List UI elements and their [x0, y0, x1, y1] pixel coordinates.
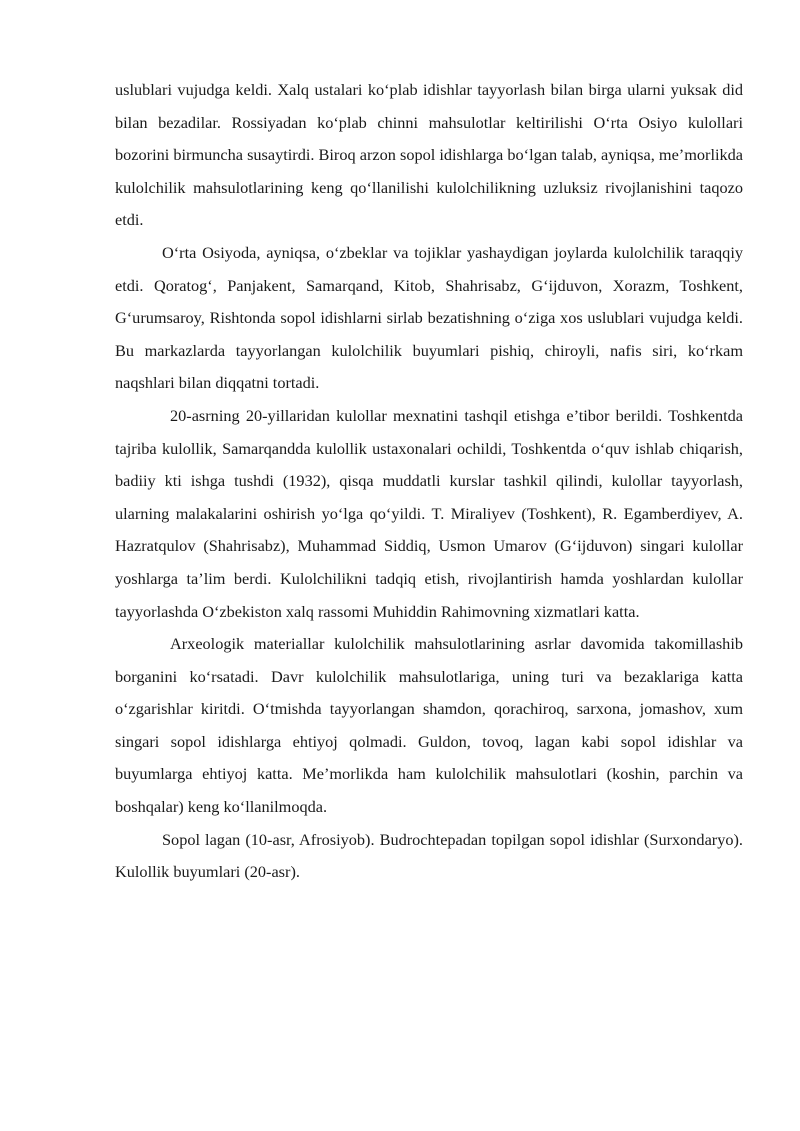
paragraph-image-captions: Sopol lagan (10-asr, Afrosiyob). Budrochtepadan topilgan sopol idishlar (Surxondaryo). Kulollik buyumlari (20-asr).: [115, 829, 743, 882]
paragraph-central-asia-centers: O‘rta Osiyoda, ayniqsa, o‘zbeklar va tojiklar yashaydigan joylarda kulolchilik taraqqiy etdi. Qoratog‘, Panjakent, Samarqand, Kitob, Shahrisabz, G‘ijduvon, Xorazm, Toshkent, G‘urumsaroy, Rishtonda sopol idishlarni sirlab bezatishning o‘ziga xos uslublari vujudga keldi. Bu markazlarda tayyorlangan kulolchilik buyumlari pishiq, chiroyli, nafis siri, ko‘rkam naqshlari bilan diqqatni tortadi.: [115, 242, 743, 393]
paragraph-archaeology: Arxeologik materiallar kulolchilik mahsulotlarining asrlar davomida takomillashib borganini ko‘rsatadi. Davr kulolchilik mahsulotlariga, uning turi va bezaklariga katta o‘zgarishlar kiritdi. O‘tmishda tayyorlangan shamdon, qorachiroq, sarxona, jomashov, xum singari sopol idishlarga ehtiyoj qolmadi. Guldon, tovoq, lagan kabi sopol idishlar va buyumlarga ehtiyoj katta. Me’morlikda ham kulolchilik mahsulotlari (koshin, parchin va boshqalar) keng ko‘llanilmoqda.: [115, 634, 743, 817]
paragraph-continuation: uslublari vujudga keldi. Xalq ustalari ko‘plab idishlar tayyorlash bilan birga ularni yuksak did bilan bezadilar. Rossiyadan ko‘plab chinni mahsulotlar keltirilishi O‘rta Osiyo kulollari bozorini birmuncha susaytirdi. Biroq arzon sopol idishlarga bo‘lgan talab, ayniqsa, me’morlikda kulolchilik mahsulotlarining keng qo‘llanilishi kulolchilikning uzluksiz rivojlanishini taqozo etdi.: [115, 80, 743, 230]
paragraph-20th-century: 20-asrning 20-yillaridan kulollar mexnatini tashqil etishga e’tibor berildi. Toshkentda tajriba kulollik, Samarqandda kulollik ustaxonalari ochildi, Toshkentda o‘quv ishlab chiqarish, badiiy kti ishga tushdi (1932), qisqa muddatli kurslar tashkil qilindi, kulollar tayyorlash, ularning malakalarini oshirish yo‘lga qo‘yildi. T. Miraliyev (Toshkent), R. Egamberdiyev, A. Hazratqulov (Shahrisabz), Muhammad Siddiq, Usmon Umarov (G‘ijduvon) singari kulollar yoshlarga ta’lim berdi. Kulolchilikni tadqiq etish, rivojlantirish hamda yoshlardan kulollar tayyorlashda O‘zbekiston xalq rassomi Muhiddin Rahimovning xizmatlari katta.: [115, 405, 743, 621]
document-page: [115, 74, 743, 889]
